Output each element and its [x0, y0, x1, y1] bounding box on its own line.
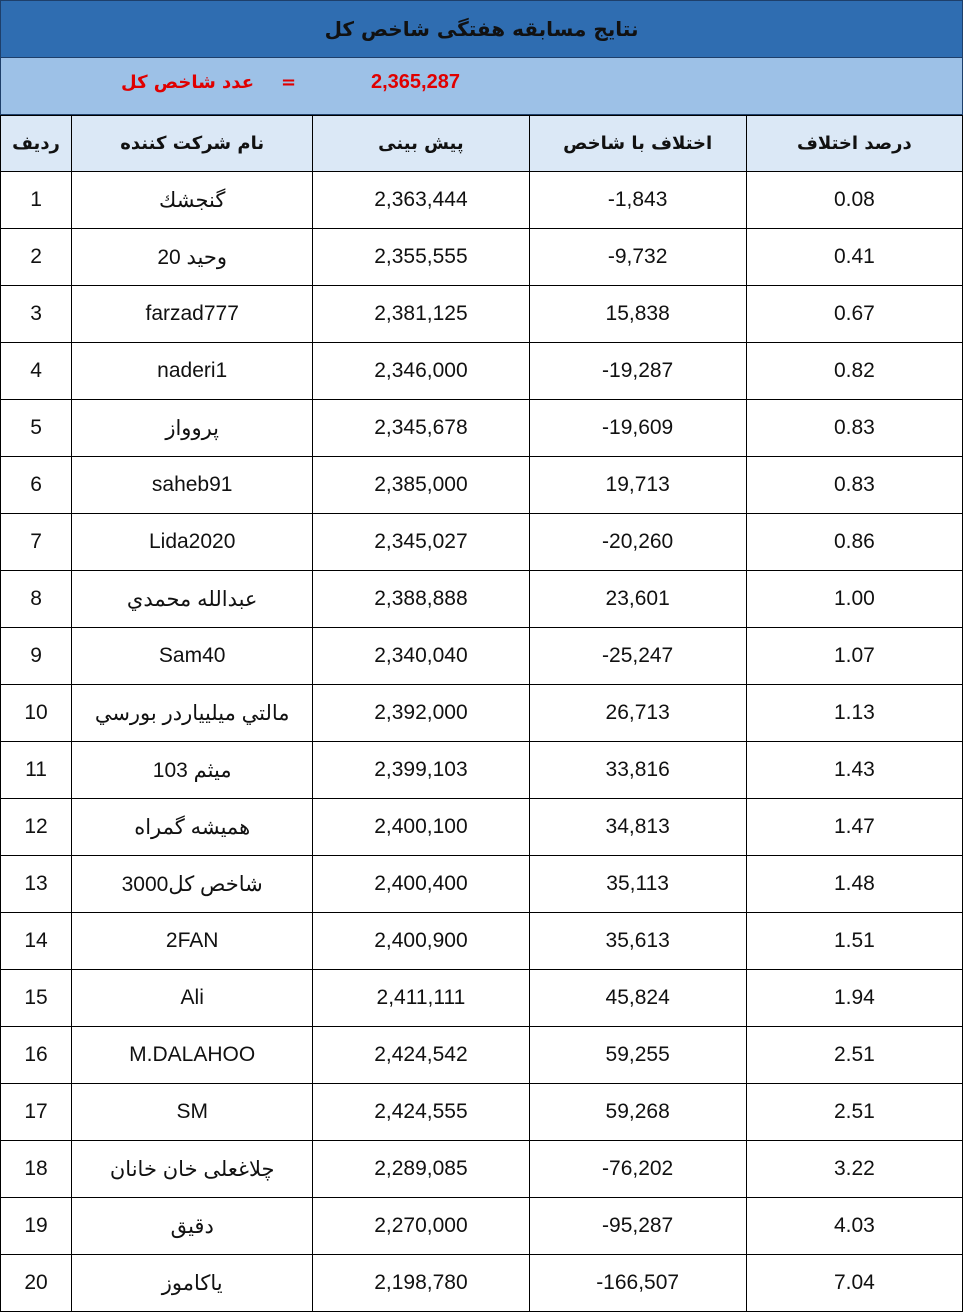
cell-name: Sam40 [72, 628, 313, 685]
index-bar [0, 58, 963, 115]
cell-percent: 1.43 [746, 742, 962, 799]
table-row [1, 628, 963, 685]
table-row [1, 286, 963, 343]
table-row [1, 343, 963, 400]
cell-percent: 0.82 [746, 343, 962, 400]
table-row [1, 400, 963, 457]
results-table [0, 115, 963, 1312]
table-row [1, 1027, 963, 1084]
cell-name: Lida2020 [72, 514, 313, 571]
cell-name: ياكاموز [72, 1255, 313, 1312]
cell-difference: 59,255 [529, 1027, 746, 1084]
cell-rank: 10 [1, 685, 72, 742]
cell-difference: -166,507 [529, 1255, 746, 1312]
cell-prediction: 2,340,040 [313, 628, 529, 685]
table-row [1, 1084, 963, 1141]
cell-prediction: 2,345,027 [313, 514, 529, 571]
cell-percent: 3.22 [746, 1141, 962, 1198]
cell-difference: -95,287 [529, 1198, 746, 1255]
cell-difference: -76,202 [529, 1141, 746, 1198]
cell-percent: 0.86 [746, 514, 962, 571]
cell-percent: 0.83 [746, 400, 962, 457]
cell-name: هميشه گمراه [72, 799, 313, 856]
cell-difference: 23,601 [529, 571, 746, 628]
cell-name: saheb91 [72, 457, 313, 514]
cell-percent: 1.48 [746, 856, 962, 913]
table-row [1, 685, 963, 742]
cell-name: چلاغعلی خان خانان [72, 1141, 313, 1198]
cell-rank: 9 [1, 628, 72, 685]
cell-rank: 18 [1, 1141, 72, 1198]
cell-difference: -19,287 [529, 343, 746, 400]
cell-difference: 34,813 [529, 799, 746, 856]
sheet-title: نتایج مسابقه هفتگی شاخص کل [0, 0, 963, 58]
cell-percent: 0.08 [746, 172, 962, 229]
cell-percent: 2.51 [746, 1084, 962, 1141]
cell-difference: 35,613 [529, 913, 746, 970]
table-row [1, 1198, 963, 1255]
cell-difference: 19,713 [529, 457, 746, 514]
cell-rank: 17 [1, 1084, 72, 1141]
cell-difference: -25,247 [529, 628, 746, 685]
cell-prediction: 2,400,900 [313, 913, 529, 970]
cell-prediction: 2,411,111 [313, 970, 529, 1027]
cell-prediction: 2,198,780 [313, 1255, 529, 1312]
cell-percent: 0.67 [746, 286, 962, 343]
table-row [1, 913, 963, 970]
cell-rank: 5 [1, 400, 72, 457]
cell-prediction: 2,424,555 [313, 1084, 529, 1141]
cell-prediction: 2,392,000 [313, 685, 529, 742]
cell-difference: 33,816 [529, 742, 746, 799]
cell-difference: -1,843 [529, 172, 746, 229]
cell-name: 2FAN [72, 913, 313, 970]
header-prediction: پیش بینی [313, 116, 529, 172]
cell-rank: 4 [1, 343, 72, 400]
cell-percent: 0.41 [746, 229, 962, 286]
cell-rank: 19 [1, 1198, 72, 1255]
header-difference: اختلاف با شاخص [529, 116, 746, 172]
cell-name: عبدالله محمدي [72, 571, 313, 628]
cell-difference: 15,838 [529, 286, 746, 343]
cell-percent: 0.83 [746, 457, 962, 514]
cell-rank: 8 [1, 571, 72, 628]
cell-rank: 6 [1, 457, 72, 514]
cell-rank: 2 [1, 229, 72, 286]
cell-percent: 1.13 [746, 685, 962, 742]
header-rank: ردیف [1, 116, 72, 172]
cell-name: دقيق [72, 1198, 313, 1255]
header-percent: درصد اختلاف [746, 116, 962, 172]
cell-rank: 11 [1, 742, 72, 799]
table-row [1, 514, 963, 571]
cell-percent: 7.04 [746, 1255, 962, 1312]
cell-name: گنجشك [72, 172, 313, 229]
cell-rank: 16 [1, 1027, 72, 1084]
header-row [1, 116, 963, 172]
table-row [1, 1141, 963, 1198]
cell-name: مالتي ميليياردر بورسي [72, 685, 313, 742]
cell-percent: 1.00 [746, 571, 962, 628]
cell-name: farzad777 [72, 286, 313, 343]
cell-prediction: 2,400,100 [313, 799, 529, 856]
cell-difference: 35,113 [529, 856, 746, 913]
table-row [1, 571, 963, 628]
cell-name: ميثم 103 [72, 742, 313, 799]
cell-percent: 1.51 [746, 913, 962, 970]
cell-rank: 1 [1, 172, 72, 229]
cell-rank: 7 [1, 514, 72, 571]
cell-percent: 1.07 [746, 628, 962, 685]
cell-difference: 45,824 [529, 970, 746, 1027]
table-row [1, 457, 963, 514]
cell-percent: 2.51 [746, 1027, 962, 1084]
cell-prediction: 2,346,000 [313, 343, 529, 400]
cell-name: وحيد 20 [72, 229, 313, 286]
cell-rank: 20 [1, 1255, 72, 1312]
cell-prediction: 2,363,444 [313, 172, 529, 229]
cell-prediction: 2,400,400 [313, 856, 529, 913]
cell-prediction: 2,345,678 [313, 400, 529, 457]
cell-prediction: 2,355,555 [313, 229, 529, 286]
cell-rank: 13 [1, 856, 72, 913]
cell-name: SM [72, 1084, 313, 1141]
cell-difference: 59,268 [529, 1084, 746, 1141]
cell-rank: 15 [1, 970, 72, 1027]
index-equals-sign: = [281, 72, 297, 93]
index-value: 2,365,287 [371, 71, 460, 93]
cell-prediction: 2,399,103 [313, 742, 529, 799]
cell-name: Ali [72, 970, 313, 1027]
cell-percent: 4.03 [746, 1198, 962, 1255]
table-row [1, 229, 963, 286]
cell-prediction: 2,388,888 [313, 571, 529, 628]
cell-prediction: 2,381,125 [313, 286, 529, 343]
cell-rank: 12 [1, 799, 72, 856]
cell-percent: 1.47 [746, 799, 962, 856]
header-name: نام شرکت کننده [72, 116, 313, 172]
cell-prediction: 2,289,085 [313, 1141, 529, 1198]
table-row [1, 742, 963, 799]
cell-name: naderi1 [72, 343, 313, 400]
table-row [1, 1255, 963, 1312]
cell-name: شاخص كل3000 [72, 856, 313, 913]
table-row [1, 799, 963, 856]
cell-prediction: 2,424,542 [313, 1027, 529, 1084]
table-row [1, 172, 963, 229]
cell-percent: 1.94 [746, 970, 962, 1027]
cell-difference: -9,732 [529, 229, 746, 286]
table-row [1, 856, 963, 913]
cell-rank: 3 [1, 286, 72, 343]
cell-prediction: 2,270,000 [313, 1198, 529, 1255]
cell-name: پروواز [72, 400, 313, 457]
table-row [1, 970, 963, 1027]
cell-difference: -19,609 [529, 400, 746, 457]
cell-name: M.DALAHOO [72, 1027, 313, 1084]
cell-difference: -20,260 [529, 514, 746, 571]
cell-rank: 14 [1, 913, 72, 970]
index-label: عدد شاخص کل [121, 72, 254, 93]
cell-prediction: 2,385,000 [313, 457, 529, 514]
cell-difference: 26,713 [529, 685, 746, 742]
results-body [1, 172, 963, 1312]
